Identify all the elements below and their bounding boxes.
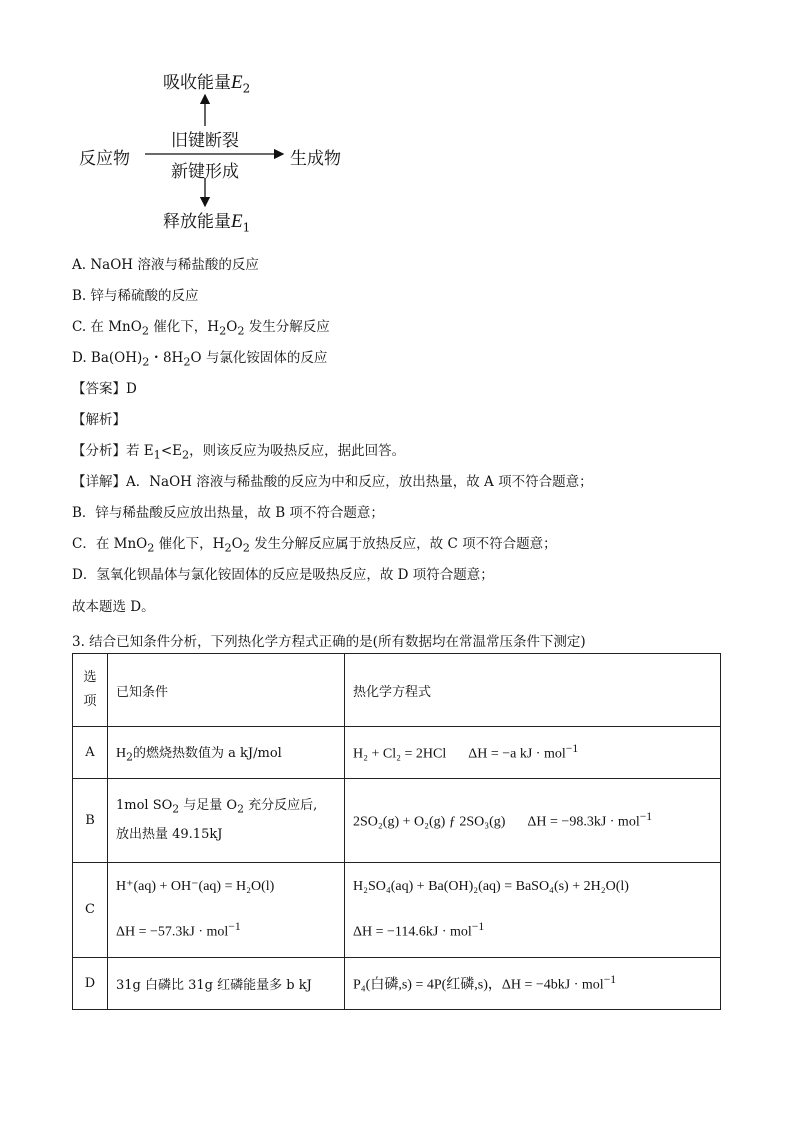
option-c: C. 在 MnO$_2$ 催化下，$H_2O_2$ 发生分解反应 — [72, 319, 330, 338]
table-row — [73, 779, 721, 863]
question-3-table — [72, 653, 721, 1010]
header-condition: 已知条件 — [108, 654, 345, 727]
bond-breaking-label: 旧键断裂 — [171, 131, 239, 151]
condition-cell: $H_2$的燃烧热数值为 a kJ/mol — [108, 727, 345, 779]
table-row — [73, 957, 721, 1009]
condition-cell: 1mol $SO_2$ 与足量 $O_2$ 充分反应后, 放出热量 49.15kJ — [108, 779, 345, 863]
table-row — [73, 727, 721, 779]
option-d: D. $Ba(OH)_2$・$8H_2O$ 与氯化铵固体的反应 — [72, 350, 328, 369]
equation-cell: P₄(白磷,s) = 4P(红磷,s)，ΔH = −4bkJ · mol$^{-1}$ — [345, 957, 721, 1009]
release-energy-label: 释放能量$E_1$ — [163, 211, 251, 235]
header-equation: 热化学方程式 — [345, 654, 721, 727]
reactants-label: 反应物 — [79, 149, 130, 169]
condition-cell: H⁺(aq) + OH⁻(aq) = H₂O(l) ΔH = −57.3kJ · mol$^{-1}$ — [108, 863, 345, 958]
condition-cell: 31g 白磷比 31g 红磷能量多 b kJ — [108, 957, 345, 1009]
analysis-conclusion: 故本题选 D。 — [72, 599, 155, 615]
analysis-d: D．氢氧化钡晶体与氯化铵固体的反应是吸热反应，故 D 项符合题意； — [72, 567, 494, 583]
row-label: C — [73, 863, 108, 958]
analysis-fenxi: 【分析】若 $E_1<E_2$，则该反应为吸热反应，据此回答。 — [72, 443, 406, 462]
row-label: B — [73, 779, 108, 863]
absorb-energy-label: 吸收能量$E_2$ — [163, 72, 251, 96]
question-3-stem: 3. 结合已知条件分析，下列热化学方程式正确的是(所有数据均在常温常压条件下测定) — [72, 634, 586, 650]
option-b: B. 锌与稀硫酸的反应 — [72, 288, 199, 304]
equation-cell: 2SO₂(g) + O₂(g) ƒ 2SO₃(g) ΔH = −98.3kJ · mol$^{-1}$ — [345, 779, 721, 863]
row-label: D — [73, 957, 108, 1009]
option-a: A. NaOH 溶液与稀盐酸的反应 — [72, 257, 259, 273]
diagram-arrows — [0, 0, 794, 240]
analysis-xiangjie-a: 【详解】A．NaOH 溶液与稀盐酸的反应为中和反应，放出热量，故 A 项不符合题意； — [72, 474, 593, 490]
header-option: 选 项 — [73, 654, 108, 727]
table-header-row — [73, 654, 721, 727]
answer-line: 【答案】D — [72, 381, 137, 397]
analysis-b: B．锌与稀盐酸反应放出热量，故 B 项不符合题意； — [72, 505, 384, 521]
bond-forming-label: 新键形成 — [171, 162, 239, 182]
equation-cell: H₂SO₄(aq) + Ba(OH)₂(aq) = BaSO₄(s) + 2H₂O(l) ΔH = −114.6kJ · mol$^{-1}$ — [345, 863, 721, 958]
row-label: A — [73, 727, 108, 779]
analysis-c: C．在 MnO$_2$ 催化下，$H_2O_2$ 发生分解反应属于放热反应，故 C 项不符合题意； — [72, 536, 557, 555]
table-row — [73, 863, 721, 958]
products-label: 生成物 — [290, 149, 341, 169]
analysis-title: 【解析】 — [72, 412, 126, 428]
equation-cell: H₂ + Cl₂ = 2HCl ΔH = −a kJ · mol$^{-1}$ — [345, 727, 721, 779]
